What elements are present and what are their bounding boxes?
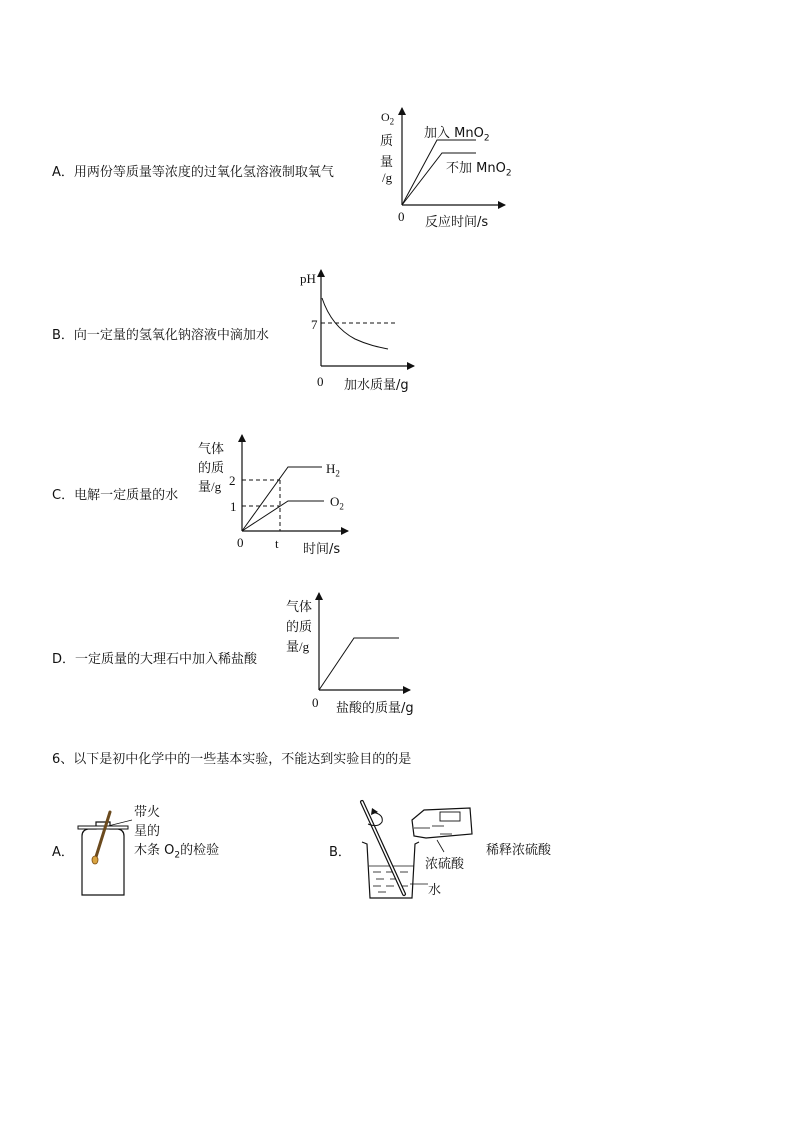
option-a-text: A．用两份等质量等浓度的过氧化氢溶液制取氧气 xyxy=(52,165,334,180)
q6-a-callout-2: 星的 xyxy=(134,824,161,839)
graph-c-ylabel-3: 量/g xyxy=(198,479,222,494)
bottle-label xyxy=(440,812,460,821)
graph-c-ylabel-2: 的质 xyxy=(198,461,225,476)
graph-b-xlabel: 加水质量/g xyxy=(344,378,409,393)
graph-a-origin: 0 xyxy=(398,209,405,224)
graph-a-ylabel-3: 量 xyxy=(380,155,394,170)
graph-c-tick-1: 1 xyxy=(230,499,237,514)
graph-c-xlabel: 时间/s xyxy=(303,542,341,557)
option-b-text: B．向一定量的氢氧化钠溶液中滴加水 xyxy=(52,328,269,343)
option-c-text: C．电解一定质量的水 xyxy=(52,488,179,503)
graph-c-origin: 0 xyxy=(237,535,244,550)
graph-b-origin: 0 xyxy=(317,374,324,389)
graph-c-label-h2: $H_2$ xyxy=(326,461,340,479)
q6-b-caption: 稀释浓硫酸 xyxy=(486,843,552,858)
q6-option-a-letter: A． xyxy=(52,845,74,860)
graph-d-ylabel-3: 量/g xyxy=(286,639,310,654)
graph-c-tick-t: t xyxy=(275,536,279,551)
graph-a-ylabel-2: 质 xyxy=(380,134,394,149)
graph-a-line-label-no-catalyst: 不加 MnO$_2$ xyxy=(446,161,512,179)
q6-b-label-water: 水 xyxy=(428,883,442,898)
graph-c-ylabel-1: 气体 xyxy=(198,442,225,457)
graph-b-tick-7: 7 xyxy=(311,317,318,332)
graph-b-ylabel: pH xyxy=(300,271,316,286)
graph-c-label-o2: $O_2$ xyxy=(330,494,344,512)
graph-c-tick-2: 2 xyxy=(229,473,236,488)
graph-d-ylabel-2: 的质 xyxy=(286,620,313,635)
q6-a-callout-1: 带火 xyxy=(134,805,161,820)
acid-callout xyxy=(437,840,444,852)
q6-option-b-letter: B． xyxy=(329,845,351,860)
beaker xyxy=(362,842,419,898)
q6-a-caption: 木条 $O_2$的检验 xyxy=(134,843,220,861)
option-d-text: D．一定质量的大理石中加入稀盐酸 xyxy=(52,652,258,667)
question-6-text: 6、以下是初中化学中的一些基本实验，不能达到实验目的的是 xyxy=(52,752,412,767)
graph-a-ylabel-4: /g xyxy=(382,170,393,185)
q6-b-label-acid: 浓硫酸 xyxy=(425,857,465,872)
graph-d-ylabel-1: 气体 xyxy=(286,600,313,615)
graph-a-xlabel: 反应时间/s xyxy=(425,215,489,230)
graph-d-origin: 0 xyxy=(312,695,319,710)
graph-a-line-label-catalyst: 加入 MnO$_2$ xyxy=(424,126,490,144)
graph-d-xlabel: 盐酸的质量/g xyxy=(336,701,414,716)
graph-a-ylabel: $O_2$ xyxy=(381,110,395,127)
